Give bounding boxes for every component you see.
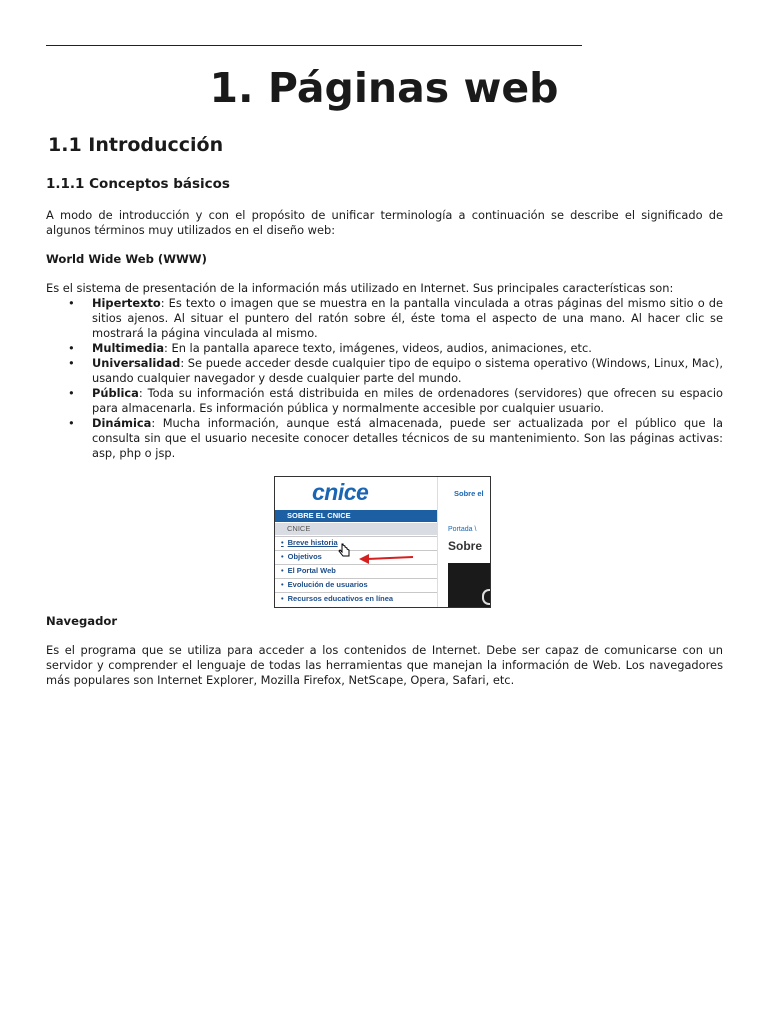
term: Pública (92, 386, 139, 400)
characteristics-list (46, 296, 723, 461)
menu-subheader: CNICE (275, 523, 437, 535)
breadcrumb: Portada \ (448, 526, 477, 533)
intro-paragraph: A modo de introducción y con el propósito de unificar terminología a continuación se describe el significado de algunos términos muy utilizados en el diseño web: (46, 208, 723, 237)
menu-item-objetivos: • Objetivos (275, 550, 437, 562)
term: Hipertexto (92, 296, 161, 310)
term: Multimedia (92, 341, 165, 355)
top-right-link: Sobre el (454, 489, 484, 498)
definition: : Toda su información está distribuida en miles de ordenadores (servidores) que ofrecen su espacio para almacenarla. Es información pública y normalmente accesible por cualquier usuario. (92, 386, 723, 415)
partial-letter (482, 589, 491, 605)
cnice-logo: cnice (312, 479, 369, 505)
definition: : Mucha información, aunque está almacenada, puede ser actualizada por el público que la consulta sin que el usuario necesite conocer detalles técnicos de su mantenimiento. Son las páginas activas: asp, php o jsp. (92, 416, 723, 460)
menu-item-portal-web: • El Portal Web (275, 564, 437, 576)
list-item-publica (46, 386, 723, 416)
menu-header: SOBRE EL CNICE (275, 510, 437, 522)
menu-item-breve-historia: • Breve historia (275, 536, 437, 548)
cnice-screenshot-figure (274, 476, 491, 608)
figure-right-panel (437, 477, 491, 607)
menu-item-evolucion: • Evolución de usuarios (275, 578, 437, 590)
page-title: 1. Páginas web (209, 64, 559, 112)
hand-cursor-icon (337, 543, 351, 559)
menu-item-recursos: • Recursos educativos en línea (275, 592, 437, 604)
definition: : Se puede acceder desde cualquier tipo de equipo o sistema operativo (Windows, Linux, Mac), usando cualquier navegador y desde cualquier parte del mundo. (92, 356, 723, 385)
list-item-multimedia (46, 341, 723, 356)
term: Universalidad (92, 356, 181, 370)
definition: : Es texto o imagen que se muestra en la pantalla vinculada a otras páginas del mismo sitio o de sitios ajenos. Al situar el puntero del ratón sobre él, éste toma el aspecto de una mano. Al hacer clic se mostrará la página vinculada al mismo. (92, 296, 723, 340)
list-item-dinamica (46, 416, 723, 461)
red-arrow-icon (357, 553, 415, 565)
definition: : En la pantalla aparece texto, imágenes, videos, audios, animaciones, etc. (164, 341, 592, 355)
www-heading: World Wide Web (WWW) (46, 252, 207, 266)
navegador-paragraph: Es el programa que se utiliza para acceder a los contenidos de Internet. Debe ser capaz de comunicarse con un servidor y comprender el lenguaje de todas las herramientas que manejan la información de Web. Los navegadores más populares son Internet Explorer, Mozilla Firefox, NetScape, Opera, Safari, etc. (46, 643, 723, 687)
list-item-universalidad (46, 356, 723, 386)
term: Dinámica (92, 416, 152, 430)
top-rule (46, 45, 582, 46)
subsection-heading: 1.1.1 Conceptos básicos (46, 176, 230, 192)
right-title: Sobre (448, 539, 483, 553)
navegador-heading: Navegador (46, 614, 118, 628)
list-item-hipertexto (46, 296, 723, 341)
www-paragraph: Es el sistema de presentación de la información más utilizado en Internet. Sus principales características son: (46, 281, 674, 295)
section-heading: 1.1 Introducción (48, 134, 224, 156)
figure-left-panel (275, 477, 437, 607)
